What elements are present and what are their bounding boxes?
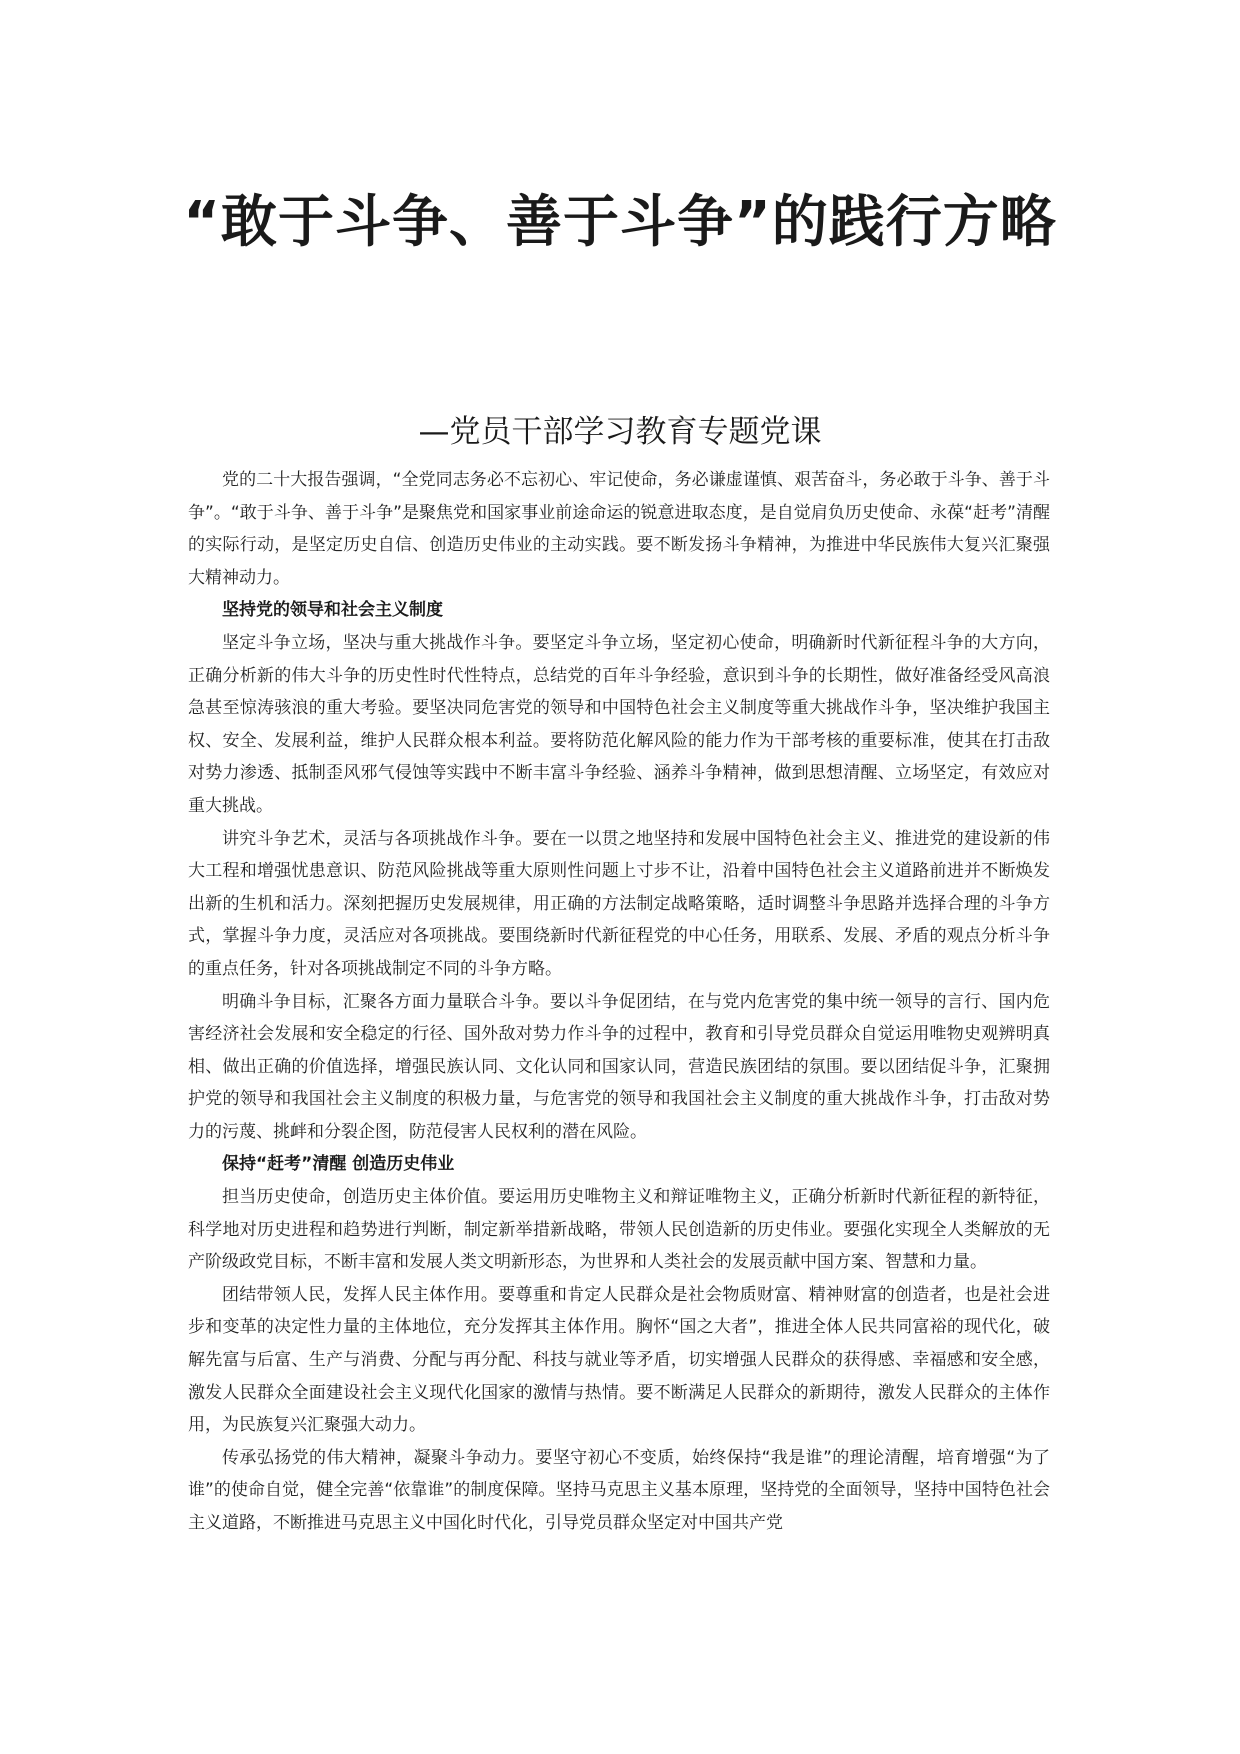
body-paragraph: 团结带领人民，发挥人民主体作用。要尊重和肯定人民群众是社会物质财富、精神财富的创造者，也是社会进步和变革的决定性力量的主体地位，充分发挥其主体作用。胸怀“国之大者”，推进全体人民共同富裕的现代化，破解先富与后富、生产与消费、分配与再分配、科技与就业等矛盾，切实增强人民群众的获得感、幸福感和安全感，激发人民群众全面建设社会主义现代化国家的激情与热情。要不断满足人民群众的新期待，激发人民群众的主体作用，为民族复兴汇聚强大动力。 <box>188 1284 1050 1436</box>
document-title: “敢于斗争、善于斗争”的践行方略 <box>183 190 1057 255</box>
body-paragraph: 讲究斗争艺术，灵活与各项挑战作斗争。要在一以贯之地坚持和发展中国特色社会主义、推进党的建设新的伟大工程和增强忧患意识、防范风险挑战等重大原则性问题上寸步不让，沿着中国特色社会主义道路前进并不断焕发出新的生机和活力。深刻把握历史发展规律，用正确的方法制定战略策略，适时调整斗争思路并选择合理的斗争方式，掌握斗争力度，灵活应对各项挑战。要围绕新时代新征程党的中心任务，用联系、发展、矛盾的观点分析斗争的重点任务，针对各项挑战制定不同的斗争方略。 <box>188 828 1050 979</box>
body-paragraph: 传承弘扬党的伟大精神，凝聚斗争动力。要坚守初心不变质，始终保持“我是谁”的理论清醒，培育增强“为了谁”的使命自觉，健全完善“依靠谁”的制度保障。坚持马克思主义基本原理，坚持党的全面领导，坚持中国特色社会主义道路，不断推进马克思主义中国化时代化，引导党员群众坚定对中国共产党 <box>188 1447 1050 1533</box>
body-paragraph: 担当历史使命，创造历史主体价值。要运用历史唯物主义和辩证唯物主义，正确分析新时代新征程的新特征，科学地对历史进程和趋势进行判断，制定新举措新战略，带领人民创造新的历史伟业。要强化实现全人类解放的无产阶级政党目标，不断丰富和发展人类文明新形态，为世界和人类社会的发展贡献中国方案、智慧和力量。 <box>188 1187 1050 1273</box>
document-body <box>188 464 1050 1540</box>
body-paragraph: 明确斗争目标，汇聚各方面力量联合斗争。要以斗争促团结，在与党内危害党的集中统一领导的言行、国内危害经济社会发展和安全稳定的行径、国外敌对势力作斗争的过程中，教育和引导党员群众自觉运用唯物史观辨明真相、做出正确的价值选择，增强民族认同、文化认同和国家认同，营造民族团结的氛围。要以团结促斗争，汇聚拥护党的领导和我国社会主义制度的积极力量，与危害党的领导和我国社会主义制度的重大挑战作斗争，打击敌对势力的污蔑、挑衅和分裂企图，防范侵害人民权利的潜在风险。 <box>188 991 1050 1142</box>
document-subtitle: —党员干部学习教育专题党课 <box>418 414 822 450</box>
intro-paragraph: 党的二十大报告强调，“全党同志务必不忘初心、牢记使命，务必谦虚谨慎、艰苦奋斗，务必敢于斗争、善于斗争”。“敢于斗争、善于斗争”是聚焦党和国家事业前途命运的锐意进取态度，是自觉肩负历史使命、永葆“赶考”清醒的实际行动，是坚定历史自信、创造历史伟业的主动实践。要不断发扬斗争精神，为推进中华民族伟大复兴汇聚强大精神动力。 <box>188 470 1050 588</box>
body-paragraph: 坚定斗争立场，坚决与重大挑战作斗争。要坚定斗争立场，坚定初心使命，明确新时代新征程斗争的大方向，正确分析新的伟大斗争的历史性时代性特点，总结党的百年斗争经验，意识到斗争的长期性，做好准备经受风高浪急甚至惊涛骇浪的重大考验。要坚决同危害党的领导和中国特色社会主义制度等重大挑战作斗争，坚决维护我国主权、安全、发展利益，维护人民群众根本利益。要将防范化解风险的能力作为干部考核的重要标准，使其在打击敌对势力渗透、抵制歪风邪气侵蚀等实践中不断丰富斗争经验、涵养斗争精神，做到思想清醒、立场坚定，有效应对重大挑战。 <box>188 632 1050 816</box>
section-heading: 保持“赶考”清醒 创造历史伟业 <box>222 1154 455 1175</box>
section-heading: 坚持党的领导和社会主义制度 <box>222 600 443 621</box>
